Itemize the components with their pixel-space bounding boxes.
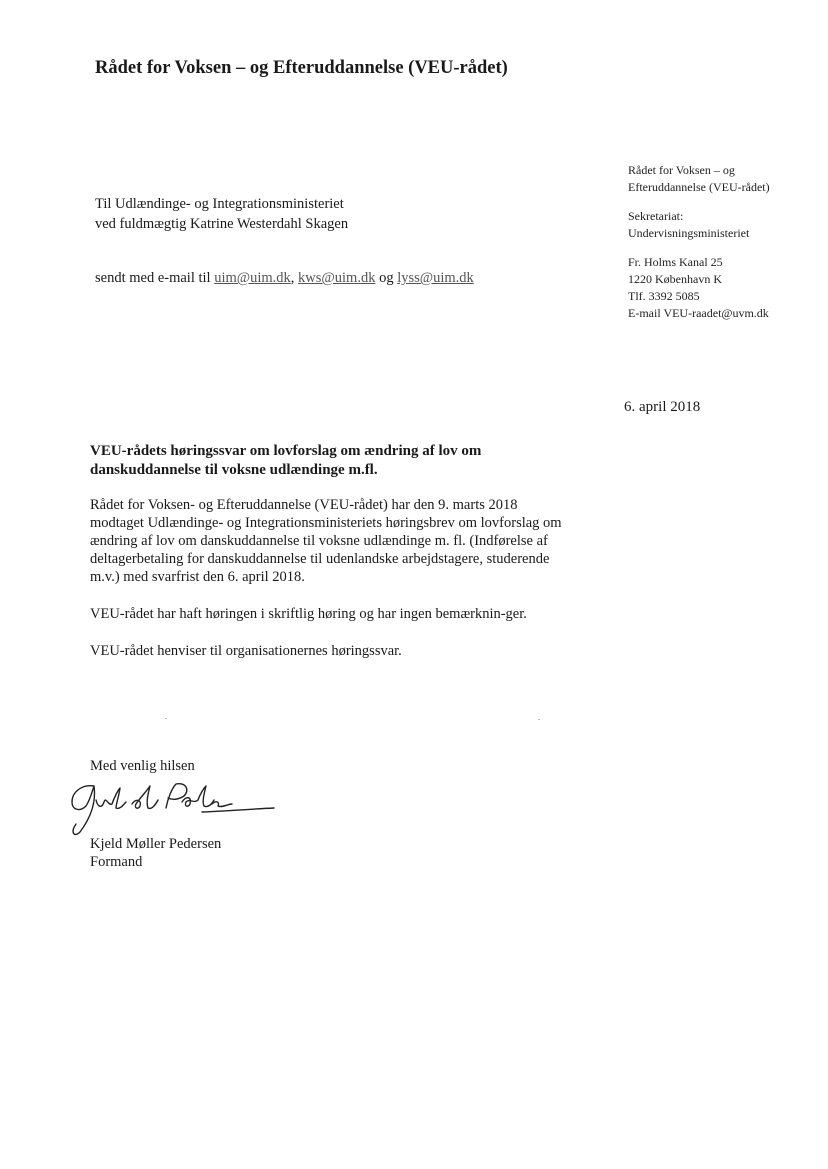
subject-line: danskuddannelse til voksne udlændinge m.fl. (90, 462, 378, 478)
sender-info-sidebar (628, 162, 770, 334)
sent-separator: , (290, 270, 299, 286)
closing-greeting: Med venlig hilsen (90, 758, 195, 774)
secretariat-name: Undervisningsministeriet (628, 226, 750, 240)
addressee-person: ved fuldmægtig Katrine Westerdahl Skagen (95, 216, 349, 232)
body-paragraph: Rådet for Voksen- og Efteruddannelse (VEU-rådet) har den 9. marts 2018 modtaget Udlændinge- og Integrationsministeriets høringsbrev om lovforslag om ændring af lov om danskuddannelse til voksne udlændinge m. fl. (Indførelse af deltagerbetaling for danskuddannelse til udenlandske arbejdstagere, studerende m.v.) med svarfrist den 6. april 2018. (90, 497, 562, 585)
sent-separator: og (375, 270, 398, 286)
email-link-uim[interactable]: uim@uim.dk (214, 270, 291, 286)
address-city: 1220 København K (628, 272, 722, 286)
subject-line: VEU-rådets høringssvar om lovforslag om ændring af lov om (90, 443, 482, 459)
scan-speck (538, 719, 540, 720)
email-link-lyss[interactable]: lyss@uim.dk (397, 270, 474, 286)
phone-number: Tlf. 3392 5085 (628, 289, 700, 303)
sidebar-org (628, 162, 770, 196)
subject-heading (90, 442, 540, 480)
address-street: Fr. Holms Kanal 25 (628, 255, 723, 269)
secretariat-label: Sekretariat: (628, 209, 684, 223)
signer-block (90, 835, 221, 871)
sidebar-org-line: Efteruddannelse (VEU-rådet) (628, 180, 770, 194)
letter-date: 6. april 2018 (624, 399, 701, 415)
signer-title: Formand (90, 854, 143, 870)
body-paragraph: VEU-rådet henviser til organisationernes høringssvar. (90, 643, 402, 659)
sidebar-secretariat (628, 208, 770, 242)
contact-email: E-mail VEU-raadet@uvm.dk (628, 306, 769, 320)
letter-body (90, 496, 565, 679)
email-link-kws[interactable]: kws@uim.dk (298, 270, 376, 286)
body-paragraph: VEU-rådet har haft høringen i skriftlig høring og har ingen bemærknin-ger. (90, 606, 527, 622)
sent-line (95, 270, 474, 287)
organization-title: Rådet for Voksen – og Efteruddannelse (VEU-rådet) (95, 58, 508, 78)
scan-speck (165, 718, 167, 719)
sidebar-contact (628, 254, 770, 322)
sidebar-org-line: Rådet for Voksen – og (628, 163, 735, 177)
sent-prefix: sendt med e-mail til (95, 270, 215, 286)
addressee-ministry: Til Udlændinge- og Integrationsministeriet (95, 196, 344, 212)
addressee-block (95, 194, 348, 234)
handwritten-signature (62, 778, 277, 838)
signer-name: Kjeld Møller Pedersen (90, 836, 222, 852)
